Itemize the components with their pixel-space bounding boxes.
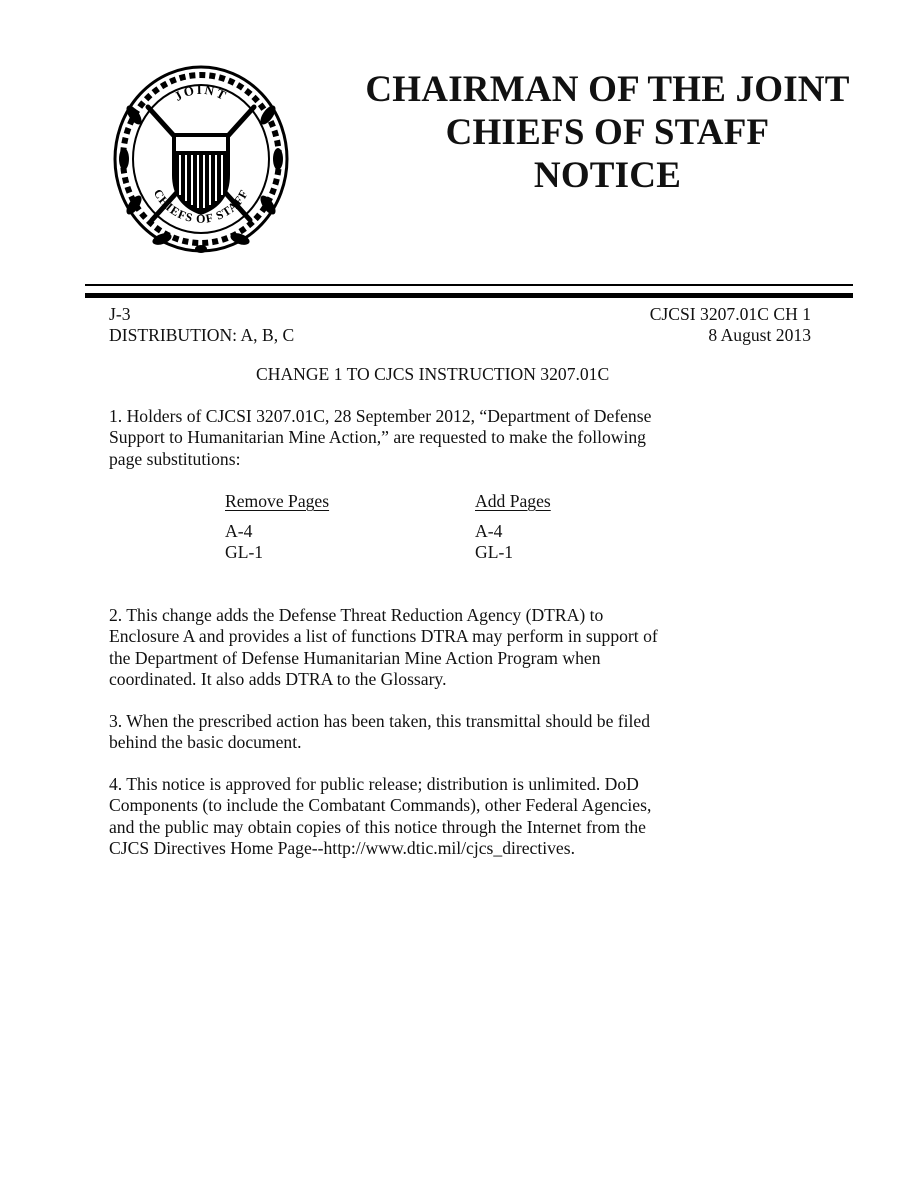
paragraph-line: behind the basic document. <box>109 732 302 753</box>
add-page-item: A-4 <box>475 521 503 541</box>
document-date: 8 August 2013 <box>708 325 811 345</box>
paragraph-4 <box>109 774 829 859</box>
document-title <box>330 68 885 197</box>
paragraph-line: page substitutions: <box>109 448 241 469</box>
paragraph-line: 2. This change adds the Defense Threat Reduction Agency (DTRA) to <box>109 605 604 625</box>
paragraph-line: coordinated. It also adds DTRA to the Glossary. <box>109 668 447 689</box>
paragraph-2 <box>109 605 829 690</box>
seal-top-text: JOINT <box>171 81 231 104</box>
add-page-item: GL-1 <box>475 542 514 562</box>
add-pages-header: Add Pages <box>475 491 551 511</box>
paragraph-line: Enclosure A and provides a list of functions DTRA may perform in support of <box>109 626 658 647</box>
remove-page-item: GL-1 <box>225 542 264 562</box>
title-line: NOTICE <box>533 155 682 196</box>
paragraph-line: 1. Holders of CJCSI 3207.01C, 28 September 2012, “Department of Defense <box>109 406 652 426</box>
seal-bottom-text: CHIEFS OF STAFF <box>150 186 252 226</box>
title-line: CHAIRMAN OF THE JOINT <box>365 69 850 110</box>
header-rule-thin <box>85 284 853 286</box>
subject-line: CHANGE 1 TO CJCS INSTRUCTION 3207.01C <box>256 364 610 384</box>
title-line: CHIEFS OF STAFF <box>445 112 770 153</box>
jcs-seal-icon <box>110 55 292 255</box>
paragraph-line: 3. When the prescribed action has been taken, this transmittal should be filed <box>109 711 651 731</box>
document-number: CJCSI 3207.01C CH 1 <box>649 304 811 324</box>
header-rule-thick <box>85 293 853 298</box>
office-code: J-3 <box>109 304 131 324</box>
paragraph-line: the Department of Defense Humanitarian Mine Action Program when <box>109 647 601 668</box>
distribution: DISTRIBUTION: A, B, C <box>109 325 295 345</box>
paragraph-line: Components (to include the Combatant Commands), other Federal Agencies, <box>109 795 652 816</box>
paragraph-line: and the public may obtain copies of this notice through the Internet from the <box>109 816 646 837</box>
paragraph-line: CJCS Directives Home Page--http://www.dtic.mil/cjcs_directives. <box>109 837 575 858</box>
paragraph-line: 4. This notice is approved for public release; distribution is unlimited. DoD <box>109 774 639 794</box>
paragraph-3 <box>109 711 829 754</box>
remove-pages-header: Remove Pages <box>225 491 330 511</box>
paragraph-1 <box>109 406 829 470</box>
remove-page-item: A-4 <box>225 521 253 541</box>
paragraph-line: Support to Humanitarian Mine Action,” are requested to make the following <box>109 427 646 448</box>
